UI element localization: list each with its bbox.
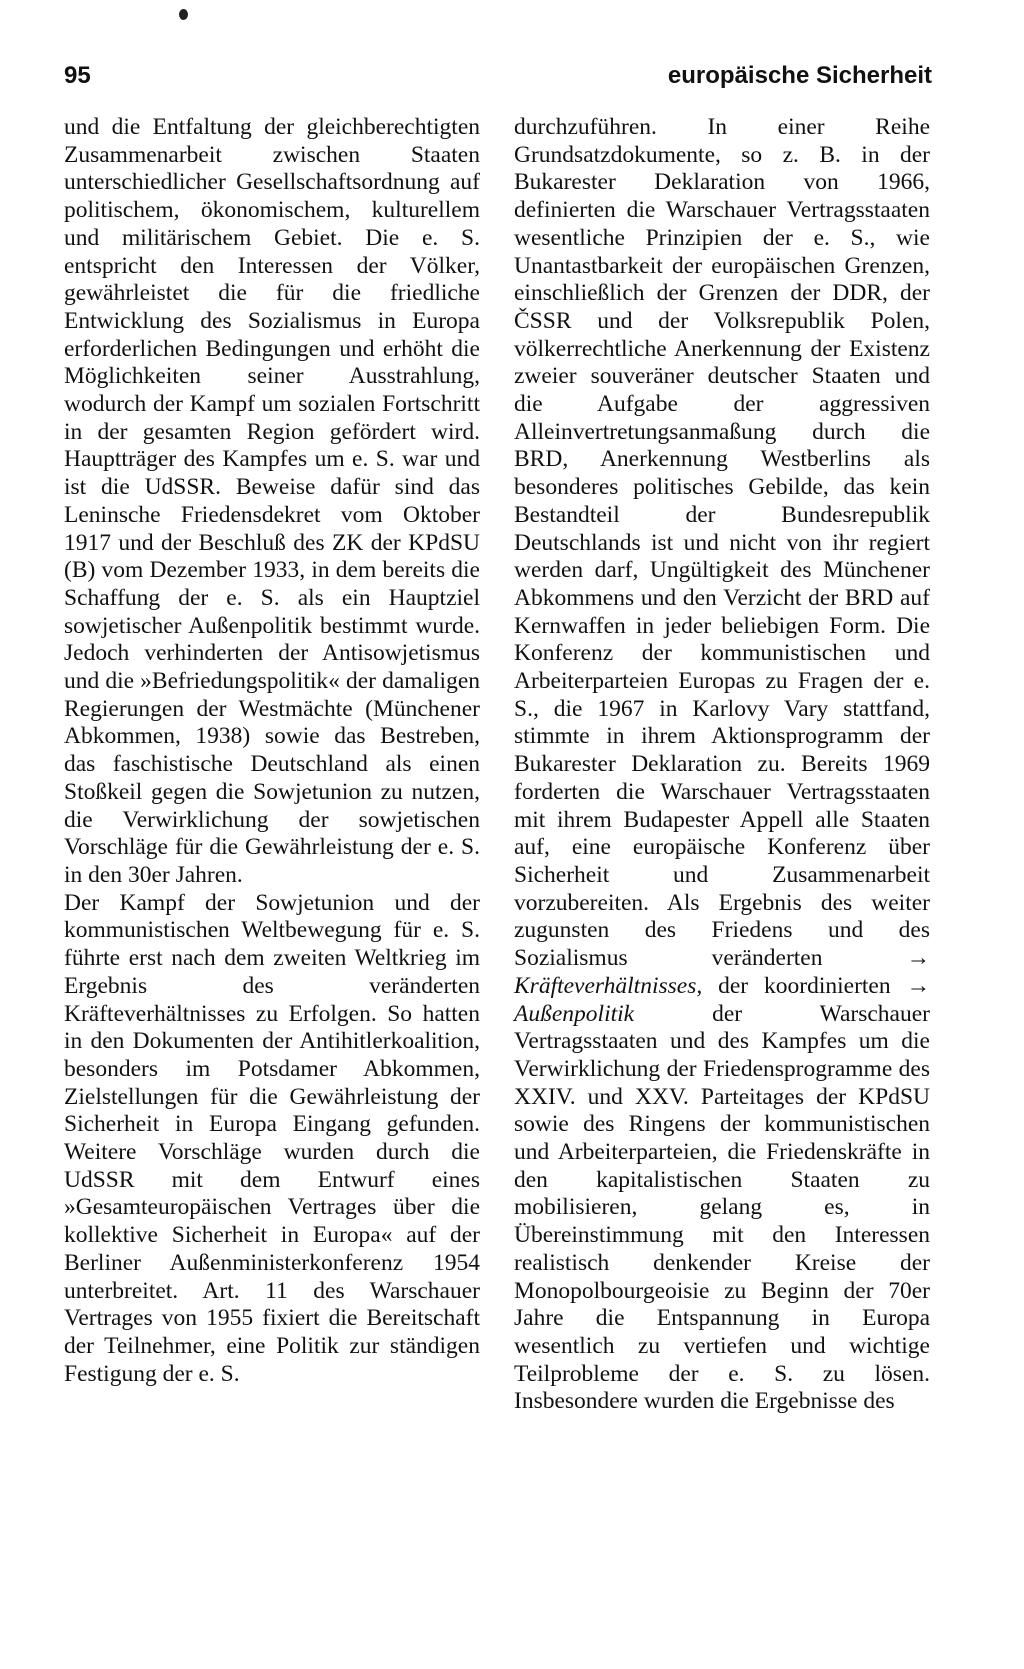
cross-reference-arrow: → (906, 972, 930, 999)
right-paragraph-part-b: der koordinierten (718, 972, 891, 999)
left-paragraph-2: Der Kampf der Sowjetunion und der kommunistischen Weltbewegung für e. S. führte erst nach dem zweiten Weltkrieg im Ergebnis des veränderten Kräfteverhältnisses zu Erfolgen. So hatten in den Dokumenten der Antihitlerkoalition, besonders im Potsdamer Abkommen, Zielstellungen für die Gewährleistung der Sicherheit in Europa Eingang gefunden. Weitere Vorschläge wurden durch die UdSSR mit dem Entwurf eines »Gesamteuropäischen Vertrages über die kollektive Sicherheit in Europa« auf der Berliner Außenministerkonferenz 1954 unterbreitet. Art. 11 des Warschauer Vertrages von 1955 fixiert die Bereitschaft der Teilnehmer, eine Politik zur ständigen Festigung der e. S. (64, 889, 480, 1387)
print-speck (179, 9, 188, 20)
right-paragraph-part-a: durchzuführen. In einer Reihe Grundsatzdokumente, so z. B. in der Bukarester Deklaration von 1966, definierten die Warschauer Vertragsstaaten wesentliche Prinzipien der e. S., wie Unantastbarkeit der europäischen Grenzen, einschließlich der Grenzen der DDR, der ČSSR und der Volksrepublik Polen, völkerrechtliche Anerkennung der Existenz zweier souveräner deutscher Staaten und die Aufgabe der aggressiven Alleinvertretungsanmaßung durch die BRD, Anerkennung Westberlins als besonderes politisches Gebilde, das kein Bestandteil der Bundesrepublik Deutschlands ist und nicht von ihr regiert werden darf, Ungültigkeit des Münchener Abkommens und den Verzicht der BRD auf Kernwaffen in jeder beliebigen Form. Die Konferenz der kommunistischen und Arbeiterparteien Europas zu Fragen der e. S., die 1967 in Karlovy Vary stattfand, stimmte in ihrem Aktionsprogramm der Bukarester Deklaration zu. Bereits 1969 forderten die Warschauer Vertragsstaaten mit ihrem Budapester Appell alle Staaten auf, eine europäische Konferenz über Sicherheit und Zusammenarbeit vorzubereiten. Als Ergebnis des weiter zugunsten des Friedens und des Sozialismus veränderten (514, 114, 930, 972)
left-column (64, 114, 480, 1388)
running-head: europäische Sicherheit (667, 62, 932, 89)
right-paragraph-part-c: der Warschauer Vertragsstaaten und des Kampfes um die Verwirklichung der Friedensprogramme des XXIV. und XXV. Parteitages der KPdSU sowie des Ringens der kommunistischen und Arbeiterparteien, die Friedenskräfte in den kapitalistischen Staaten zu mobilisieren, gelang es, in Übereinstimmung mit den Interessen realistisch denkender Kreise der Monopolbourgeoisie zu Beginn der 70er Jahre die Entspannung in Europa wesentlich zu vertiefen und wichtige Teilprobleme der e. S. zu lösen. Insbesondere wurden die Ergebnisse des (514, 1000, 930, 1415)
cross-reference-arrow: → (906, 945, 930, 972)
page-number: 95 (64, 62, 91, 89)
right-column (514, 114, 930, 1416)
left-paragraph-1: und die Entfaltung der gleichberechtigten Zusammenarbeit zwischen Staaten unterschiedlicher Gesellschaftsordnung auf politischem, ökonomischem, kulturellem und militärischem Gebiet. Die e. S. entspricht den Interessen der Völker, gewährleistet die für die friedliche Entwicklung des Sozialismus in Europa erforderlichen Bedingungen und erhöht die Möglichkeiten seiner Ausstrahlung, wodurch der Kampf um sozialen Fortschritt in der gesamten Region gefördert wird. Hauptträger des Kampfes um e. S. war und ist die UdSSR. Beweise dafür sind das Leninsche Friedensdekret vom Oktober 1917 und der Beschluß des ZK der KPdSU (B) vom Dezember 1933, in dem bereits die Schaffung der e. S. als ein Hauptziel sowjetischer Außenpolitik bestimmt wurde. Jedoch verhinderten der Antisowjetismus und die »Befriedungspolitik« der damaligen Regierungen der Westmächte (Münchener Abkommen, 1938) sowie das Bestreben, das faschistische Deutschland als einen Stoßkeil gegen die Sowjetunion zu nutzen, die Verwirklichung der sowjetischen Vorschläge für die Gewährleistung der e. S. in den 30er Jahren. (64, 114, 480, 888)
cross-reference-term-kraefteverhaeltnis: Kräfteverhältnisses, (514, 972, 703, 999)
page-header (64, 58, 932, 94)
cross-reference-term-aussenpolitik: Außenpolitik (514, 1000, 635, 1027)
